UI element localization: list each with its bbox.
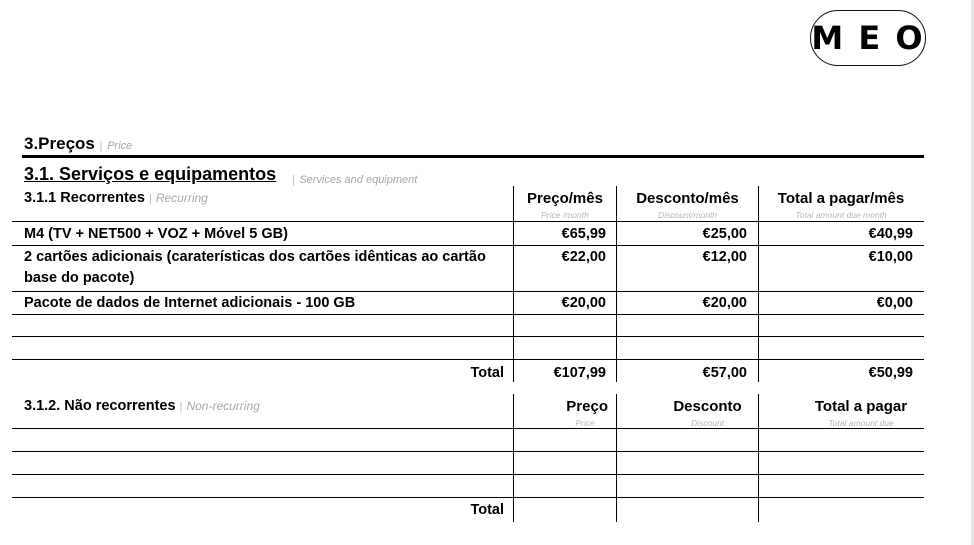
col-divider-3 [758, 186, 759, 382]
row-rule [12, 314, 924, 315]
recurring-total-discount: €57,00 [702, 365, 747, 381]
meo-logo-text: M E O [811, 19, 925, 57]
recurring-title: 3.1.1 Recorrentes [24, 190, 145, 206]
row-rule [12, 221, 924, 222]
table-row-price: €20,00 [561, 295, 606, 311]
table-row-label: Pacote de dados de Internet adicionais - 100 GB [24, 295, 356, 311]
nonrecurring-separator: | [179, 401, 183, 413]
row-rule [12, 245, 924, 246]
row-rule [12, 428, 924, 429]
section-3-subtitle: Price [107, 140, 133, 152]
col-header-price-month: Preço/mês [527, 190, 603, 207]
col-divider-1 [513, 186, 514, 382]
meo-logo [810, 10, 926, 66]
col-divider-2 [616, 186, 617, 382]
section-31-title: 3.1. Serviços e equipamentos [24, 164, 277, 184]
nonrecurring-subtitle: Non-recurring [186, 399, 260, 413]
col-divider-1 [513, 394, 514, 522]
recurring-heading [24, 190, 208, 206]
section-31-subtitle: Services and equipment [299, 174, 418, 186]
table-row-discount: €12,00 [702, 249, 747, 265]
col-header-total-month: Total a pagar/mês [777, 190, 905, 207]
col-subheader-total: Total amount due [828, 418, 894, 428]
section-3-rule [22, 155, 924, 158]
section-3-heading [24, 134, 132, 154]
nonrecurring-total-label: Total [470, 502, 504, 518]
table-row-price: €65,99 [561, 226, 606, 242]
section-31-separator: | [292, 174, 295, 186]
recurring-separator: | [148, 193, 152, 205]
section-31-subheading [292, 170, 417, 188]
nonrecurring-heading [24, 398, 260, 414]
section-31-heading [24, 164, 276, 185]
table-row-total: €40,99 [868, 226, 913, 242]
col-subheader-discount-month: Discount/month [657, 210, 718, 220]
row-rule [12, 497, 924, 498]
recurring-total-amount: €50,99 [868, 365, 913, 381]
row-rule [12, 474, 924, 475]
recurring-subtitle: Recurring [155, 191, 208, 205]
recurring-total-label: Total [470, 365, 504, 381]
col-subheader-discount: Discount [690, 418, 725, 428]
row-rule [12, 336, 924, 337]
col-subheader-total-month: Total amount due month [795, 210, 887, 220]
section-3-separator: | [99, 140, 103, 152]
col-divider-3 [758, 394, 759, 522]
row-rule [12, 451, 924, 452]
row-rule [12, 359, 924, 360]
col-header-discount: Desconto [673, 398, 742, 415]
nonrecurring-title: 3.1.2. Não recorrentes [24, 398, 176, 414]
col-header-total: Total a pagar [814, 398, 908, 415]
col-header-discount-month: Desconto/mês [636, 190, 739, 207]
recurring-total-price: €107,99 [553, 365, 606, 381]
table-row-total: €0,00 [876, 295, 913, 311]
col-divider-2 [616, 394, 617, 522]
col-subheader-price: Price [575, 418, 595, 428]
table-row-label: 2 cartões adicionais (caraterísticas dos cartões idênticas ao cartão base do pacote) [24, 249, 486, 286]
section-3-title: 3.Preços [24, 134, 95, 153]
table-row-discount: €25,00 [702, 226, 747, 242]
table-row-label: M4 (TV + NET500 + VOZ + Móvel 5 GB) [24, 226, 288, 242]
col-subheader-price-month: Price /month [541, 210, 589, 220]
table-row-discount: €20,00 [702, 295, 747, 311]
table-row-price: €22,00 [561, 249, 606, 265]
col-header-price: Preço [566, 398, 608, 415]
row-rule [12, 291, 924, 292]
table-row-total: €10,00 [868, 249, 913, 265]
